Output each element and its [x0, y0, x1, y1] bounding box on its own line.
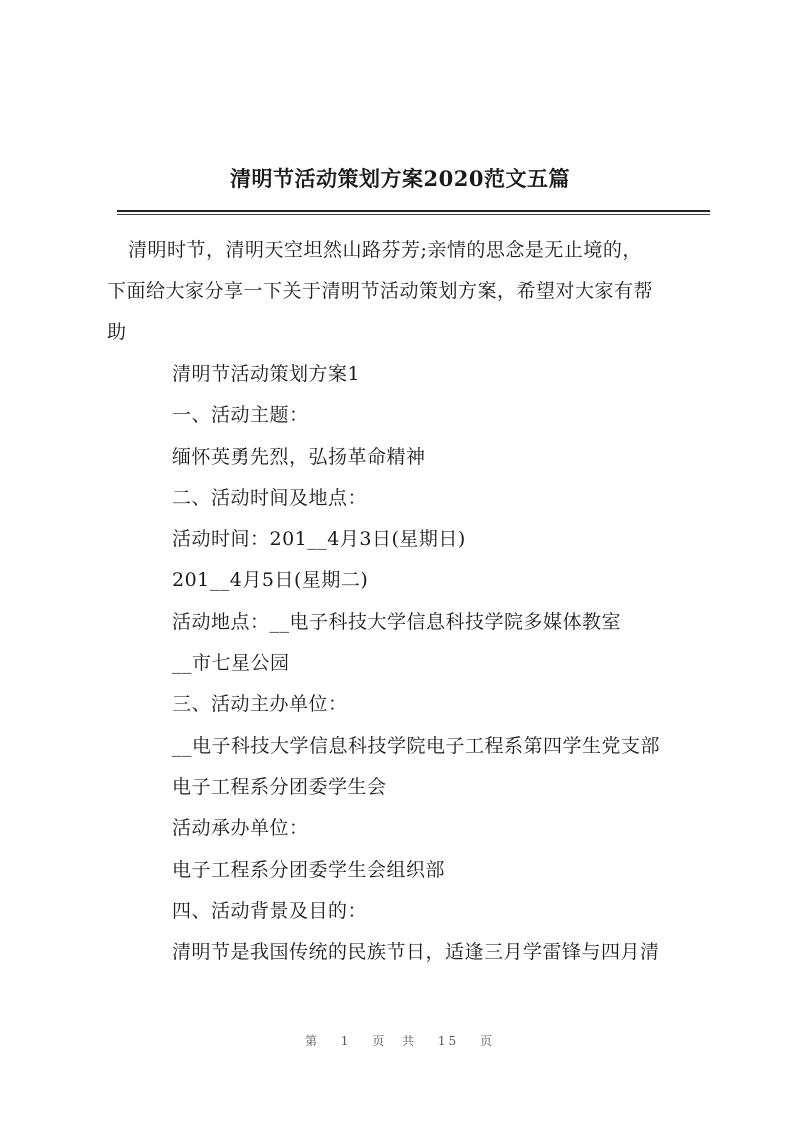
body-line: 缅怀英勇先烈，弘扬革命精神: [172, 445, 426, 468]
footer-label-total: 页 共: [372, 1034, 418, 1048]
intro-line: 助: [107, 321, 127, 343]
subheading: 二、活动时间及地点：: [172, 486, 368, 509]
body-line: 清明节是我国传统的民族节日，适逢三月学雷锋与四月清: [172, 941, 660, 964]
body-line: 201__4月5日(星期二): [172, 569, 369, 592]
subheading: 三、活动主办单位：: [172, 693, 348, 716]
intro-line: 清明时节，清明天空坦然山路芬芳;亲情的思念是无止境的，: [128, 239, 642, 261]
title-divider-thin: [117, 214, 710, 215]
body-line: 活动承办单位：: [172, 817, 309, 840]
intro-line: 下面给大家分享一下关于清明节活动策划方案，希望对大家有帮: [107, 280, 654, 302]
body-line: 活动时间：201__4月3日(星期日): [172, 528, 466, 551]
page-footer: [0, 1032, 800, 1049]
subheading: 一、活动主题：: [172, 404, 309, 427]
intro-paragraph: [107, 230, 712, 353]
body-line: 活动地点：__电子科技大学信息科技学院多媒体教室: [172, 610, 622, 633]
section-heading: 清明节活动策划方案1: [172, 363, 361, 385]
footer-label-end: 页: [480, 1034, 496, 1048]
document-body: [172, 354, 660, 973]
footer-label-page: 第: [304, 1034, 320, 1048]
subheading: 四、活动背景及目的：: [172, 899, 368, 922]
body-line: __电子科技大学信息科技学院电子工程系第四学生党支部: [172, 734, 661, 757]
footer-total-pages: 15: [437, 1034, 460, 1048]
footer-current-page: 1: [340, 1034, 352, 1048]
title-divider: [117, 210, 710, 212]
body-line: __市七星公园: [172, 652, 290, 675]
document-title: 清明节活动策划方案2020范文五篇: [230, 166, 570, 191]
body-line: 电子工程系分团委学生会: [172, 775, 387, 798]
body-line: 电子工程系分团委学生会组织部: [172, 858, 446, 881]
